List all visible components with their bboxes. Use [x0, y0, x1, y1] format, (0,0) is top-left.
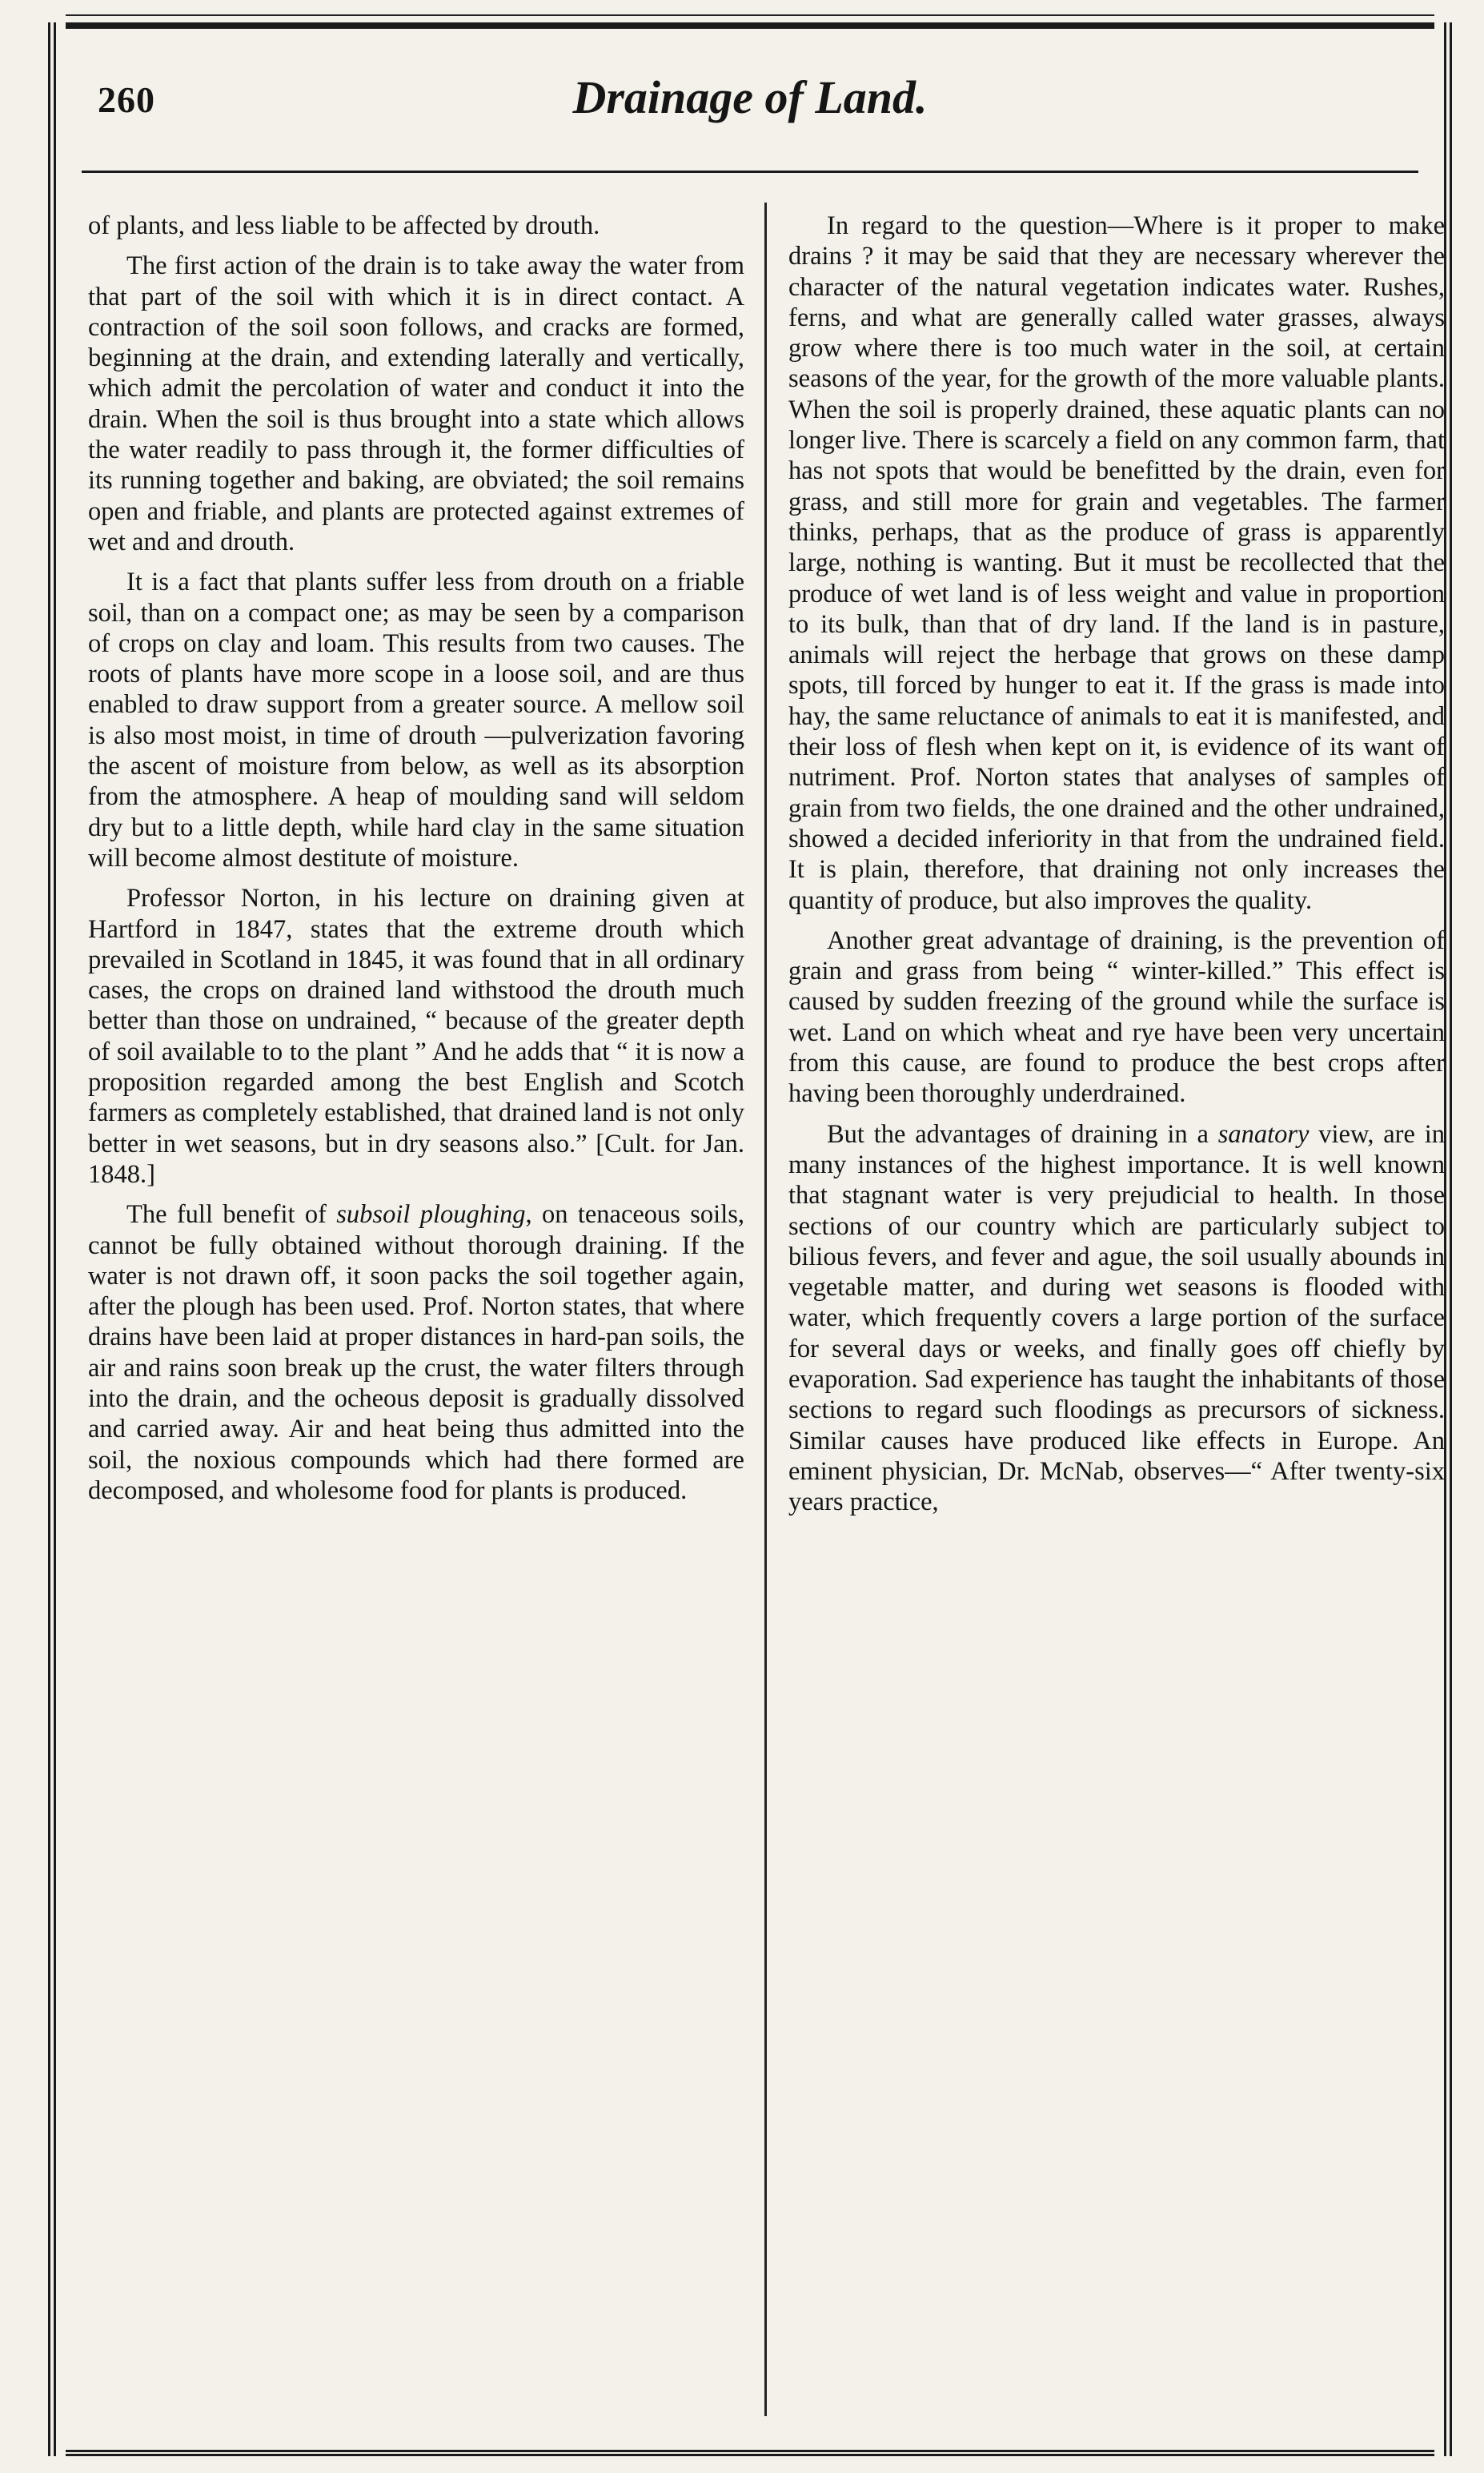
page-sheet	[66, 14, 1445, 2456]
header-rule	[82, 171, 1418, 173]
left-column	[88, 211, 744, 2408]
column-divider	[764, 203, 767, 2416]
text-columns	[88, 211, 1445, 2408]
left-paragraph-5-intro: The full benefit of	[126, 1200, 337, 1230]
left-paragraph-2: The first action of the drain is to take away the water from that part of the soil with which it is in direct contact. A contraction of the soil soon follows, and cracks are formed, beginning at the drain, and extending laterally and vertically, which admit the percolation of water and conduct it into the drain. When the soil is thus brought into a state which allows the water readily to pass through it, the former difficulties of its running together and baking, are obviated; the soil remains open and friable, and plants are protected against extremes of wet and and drouth.	[88, 251, 744, 556]
right-paragraph-3-intro: But the advantages of draining in a	[827, 1119, 1218, 1149]
running-title: Drainage of Land.	[572, 71, 928, 123]
left-double-border	[48, 22, 56, 2456]
left-paragraph-5	[88, 1199, 744, 1506]
left-paragraph-5-rest: , on tenaceous soils, cannot be fully obtained without thorough draining. If the water is not drawn off, it soon packs the soil together again, after the plough has been used. Prof. Norton states, that where drains have been laid at proper distances in hard-pan soils, the air and rains soon break up the crust, the water filters through into the drain, and the ocheous deposit is gradually dissolved and carried away. Air and heat being thus admitted into the soil, the noxious compounds which had there formed are decomposed, and wholesome food for plants is produced.	[88, 1200, 744, 1505]
top-thick-rule	[66, 22, 1434, 29]
page-header	[66, 70, 1434, 143]
right-paragraph-3	[788, 1119, 1445, 1518]
right-paragraph-3-italic: sanatory	[1217, 1119, 1310, 1149]
left-paragraph-3: It is a fact that plants suffer less from drouth on a friable soil, than on a compact one; as may be seen by a comparison of crops on clay and loam. This results from two causes. The roots of plants have more scope in a loose soil, and are thus enabled to draw support from a greater source. A mellow soil is also most moist, in time of drouth —pulverization favoring the ascent of moisture from below, as well as its absorption from the atmosphere. A heap of moulding sand will seldom dry but to a little depth, while hard clay in the same situation will become almost destitute of moisture.	[88, 568, 744, 873]
page-number: 260	[98, 79, 155, 120]
bottom-double-rule	[66, 2450, 1434, 2456]
right-paragraph-2: Another great advantage of draining, is the prevention of grain and grass from being “ winter-killed.” This effect is caused by sudden freezing of the ground while the surface is wet. Land on which wheat and rye have been very uncertain from this cause, are found to produce the best crops after having been thoroughly underdrained.	[788, 925, 1445, 1109]
right-column	[788, 211, 1445, 2408]
left-paragraph-1: of plants, and less liable to be affected by drouth.	[88, 211, 600, 240]
right-paragraph-1: In regard to the question—Where is it proper to make drains ? it may be said that they are necessary wherever the character of the natural vegetation indicates water. Rushes, ferns, and what are generally called water grasses, always grow where there is too much water in the soil, at certain seasons of the year, for the growth of the more valuable plants. When the soil is properly drained, these aquatic plants can no longer live. There is scarcely a field on any common farm, that has not spots that would be benefitted by the drain, even for grass, and still more for grain and vegetables. The farmer thinks, perhaps, that as the produce of grass is apparently large, nothing is wanting. But it must be recollected that the produce of wet land is of less weight and value in proportion to its bulk, than that of dry land. If the land is in pasture, animals will reject the herbage that grows on these damp spots, till forced by hunger to eat it. If the grass is made into hay, the same reluctance of animals to eat it is manifested, and their loss of flesh when kept on it, is evidence of its want of nutriment. Prof. Norton states that analyses of samples of grain from two fields, the one drained and the other undrained, showed a decided inferiority in that from the undrained field. It is plain, therefore, that draining not only increases the quantity of produce, but also improves the quality.	[788, 211, 1445, 915]
top-thin-rule	[66, 14, 1434, 16]
left-paragraph-4: Professor Norton, in his lecture on draining given at Hartford in 1847, states that the extreme drouth which prevailed in Scotland in 1845, it was found that in all ordinary cases, the crops on drained land withstood the drouth much better than those on undrained, “ because of the greater depth of soil available to to the plant ” And he adds that “ it is now a proposition regarded among the best English and Scotch farmers as completely established, that drained land is not only better in wet seasons, but in dry seasons also.” [Cult. for Jan. 1848.]	[88, 884, 744, 1189]
right-paragraph-3-rest: view, are in many instances of the highest importance. It is well known that stagnant water is very prejudicial to health. In those sections of our country which are particularly subject to bilious fevers, and fever and ague, the soil usually abounds in vegetable matter, and during wet seasons is flooded with water, which frequently covers a large portion of the surface for several days or weeks, and finally goes off chiefly by evaporation. Sad experience has taught the inhabitants of those sections to regard such floodings as precursors of sickness. Similar causes have produced like effects in Europe. An eminent physician, Dr. McNab, observes—“ After twenty-six years practice,	[788, 1119, 1445, 1517]
right-double-border	[1444, 22, 1452, 2456]
left-paragraph-5-italic: subsoil ploughing	[336, 1200, 526, 1230]
